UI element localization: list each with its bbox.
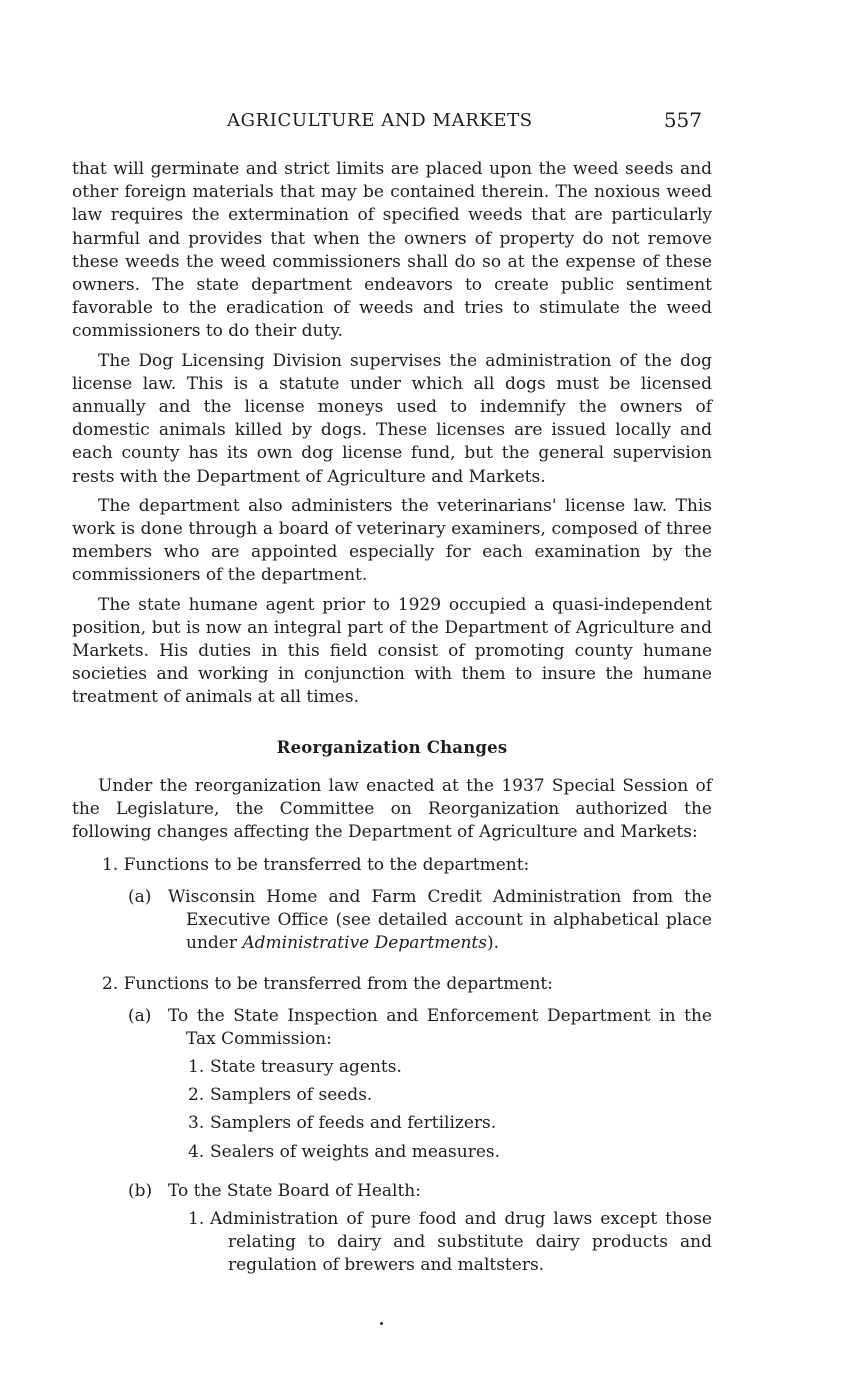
list-subsubitem-text: Administration of pure food and drug laws except those relating to dairy and substitute dairy products and regulation of brewers and maltsters. xyxy=(210,1208,712,1276)
italic-reference: Administrative Departments xyxy=(242,933,487,954)
list-marker: 4. xyxy=(188,1141,205,1162)
page-number: 557 xyxy=(663,108,702,132)
list-item-functions-from: 2. Functions to be transferred from the department: xyxy=(102,974,553,995)
running-title: AGRICULTURE AND MARKETS xyxy=(227,110,533,131)
list-marker: 1. xyxy=(188,1208,205,1229)
list-marker: (a) xyxy=(128,1005,152,1026)
section-intro: Under the reorganization law enacted at the 1937 Special Session of the Legislature, the Committee on Reorganization authorized the following changes affecting the Department of Agriculture and Markets: xyxy=(72,775,712,843)
page-body xyxy=(72,158,712,1278)
list-subitem-2a xyxy=(128,1005,712,1051)
paragraph-dog-licensing: The Dog Licensing Division supervises the administration of the dog license law. This is a statute under which all dogs must be licensed annually and the license moneys used to indemnify the owners of domestic animals killed by dogs. These licenses are issued locally and each county has its own dog license fund, but the general supervision rests with the Department of Agriculture and Markets. xyxy=(72,350,712,487)
list-subsubitem xyxy=(188,1141,712,1164)
list-subsubitem xyxy=(188,1084,712,1107)
list-subitem-text: To the State Inspection and Enforcement Department in the Tax Commission: xyxy=(168,1005,712,1049)
running-head xyxy=(72,108,712,138)
list-marker: 1. xyxy=(188,1056,205,1077)
paragraph-veterinarians: The department also administers the veterinarians' license law. This work is done through a board of veterinary examiners, composed of three members who are appointed especially for each examination by the commissioners of the department. xyxy=(72,495,712,586)
list-subsubitem xyxy=(188,1056,712,1079)
list-marker: (a) xyxy=(128,886,152,907)
list-subsubitem xyxy=(188,1208,712,1278)
list-subitem-text xyxy=(168,886,712,956)
list-subsubitem-text: State treasury agents. xyxy=(210,1056,402,1077)
list-subsubitem-text: Samplers of feeds and fertilizers. xyxy=(210,1113,497,1134)
list-subsubitem-text: Samplers of seeds. xyxy=(210,1085,373,1106)
list-subitem-1a xyxy=(128,886,712,956)
list-subitem-text-part: Wisconsin Home and Farm Credit Administration from the Executive Office (see detailed account in alphabetical place under xyxy=(168,886,712,954)
list-marker: (b) xyxy=(128,1180,153,1201)
list-subitem-2b xyxy=(128,1180,712,1203)
list-subsubitem-text: Sealers of weights and measures. xyxy=(210,1141,501,1162)
list-marker: 2. xyxy=(188,1085,205,1106)
list-subitem-text-part: ). xyxy=(486,933,500,954)
print-mark-dot xyxy=(380,1322,383,1325)
list-subitem-text: To the State Board of Health: xyxy=(168,1180,421,1201)
section-heading: Reorganization Changes xyxy=(276,737,508,757)
list-subsubitem xyxy=(188,1112,712,1135)
paragraph-humane-agent: The state humane agent prior to 1929 occupied a quasi-independent position, but is now an integral part of the Department of Agriculture and Markets. His duties in this field consist of promoting county humane societies and working in conjunction with them to insure the humane treatment of animals at all times. xyxy=(72,594,712,708)
paragraph-weed-law: that will germinate and strict limits are placed upon the weed seeds and other foreign materials that may be contained therein. The noxious weed law requires the extermination of specified weeds that are particularly harmful and provides that when the owners of property do not remove these weeds the weed commissioners shall do so at the expense of these owners. The state department endeavors to create public sentiment favorable to the eradication of weeds and tries to stimulate the weed commissioners to do their duty. xyxy=(72,159,712,342)
list-item-functions-to: 1. Functions to be transferred to the department: xyxy=(102,855,530,876)
list-marker: 3. xyxy=(188,1113,205,1134)
